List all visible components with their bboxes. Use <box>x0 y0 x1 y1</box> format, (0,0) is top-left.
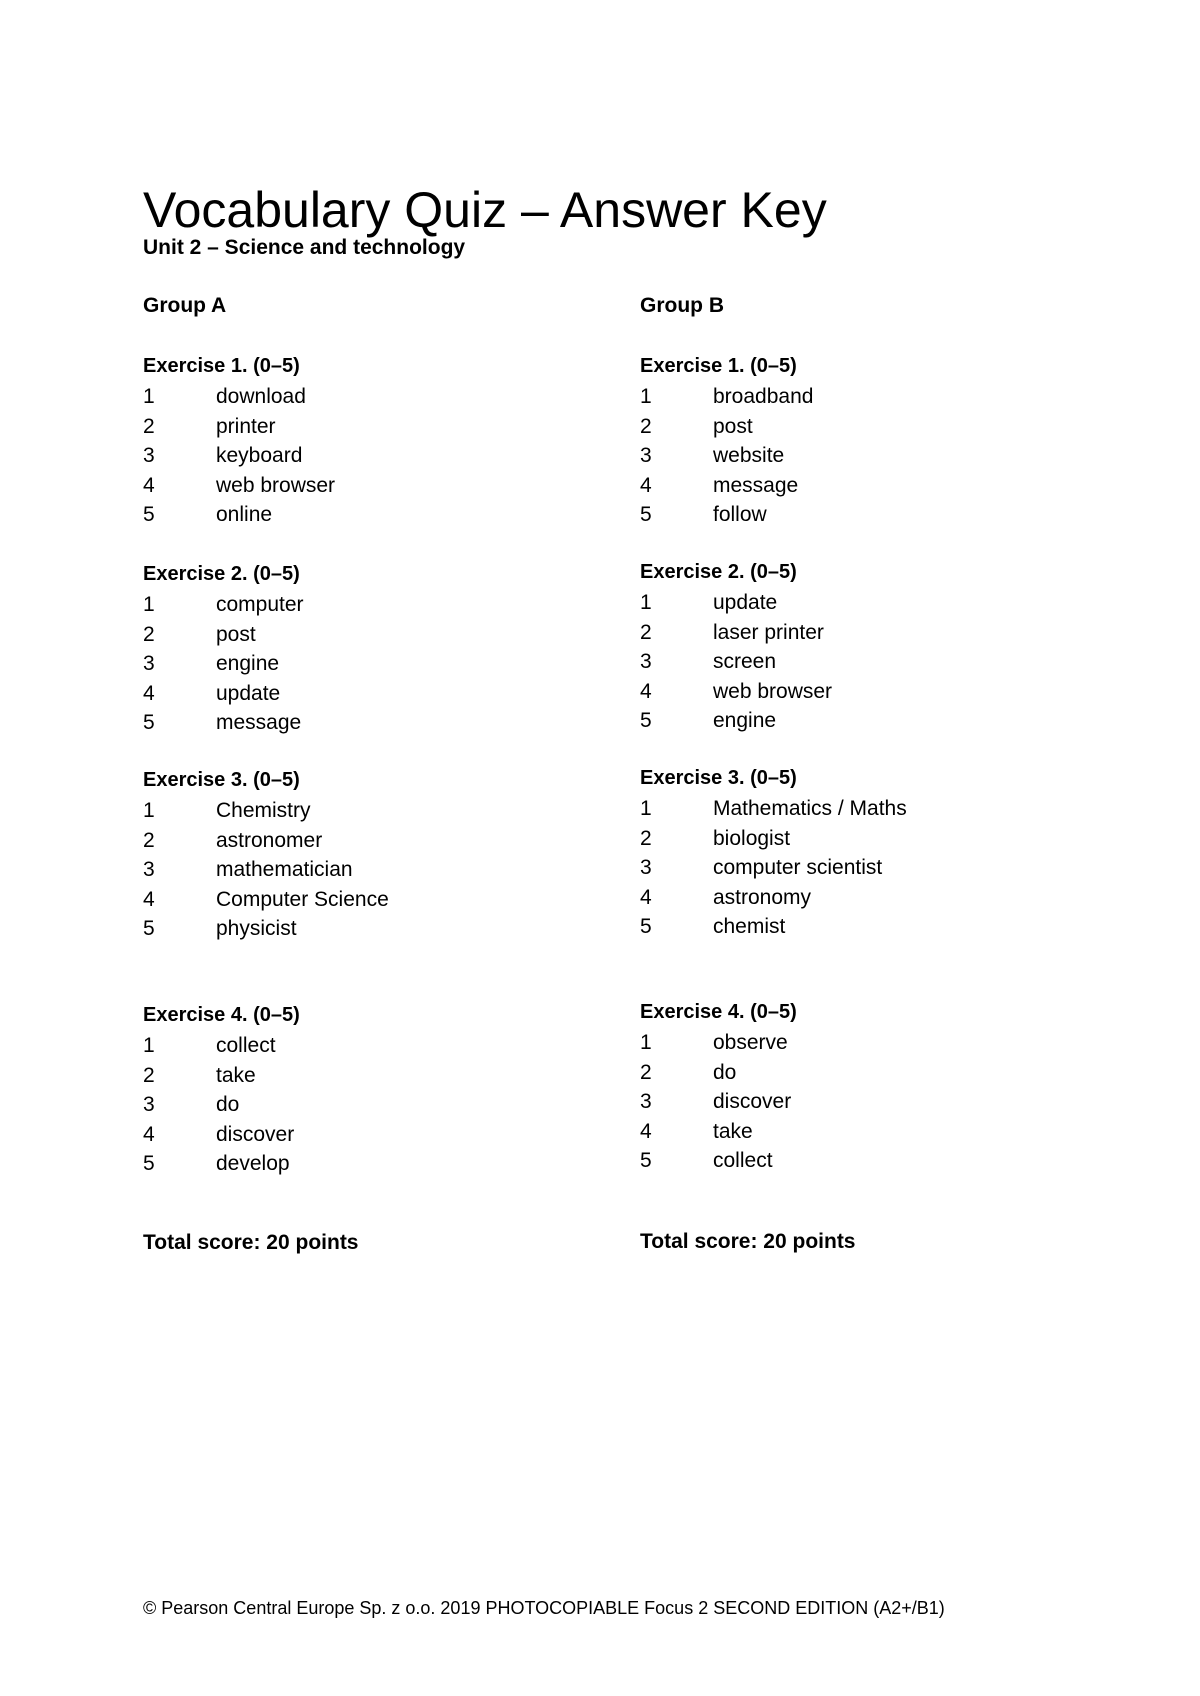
exercise-1 <box>143 353 603 530</box>
exercise-heading: Exercise 2. (0–5) <box>640 561 797 583</box>
answer-word: biologist <box>713 826 791 850</box>
answer-word: astronomer <box>216 828 323 852</box>
answer-item <box>143 382 603 412</box>
answer-item <box>143 1149 603 1179</box>
answer-number: 5 <box>640 915 652 939</box>
exercise-2 <box>143 561 603 738</box>
answer-number: 4 <box>143 887 155 911</box>
answer-item <box>143 649 603 679</box>
answer-item <box>640 1117 1100 1147</box>
answer-word: message <box>216 711 302 735</box>
exercise-3 <box>143 767 603 944</box>
answer-word: engine <box>713 709 777 733</box>
answer-item <box>143 796 603 826</box>
answer-number: 3 <box>640 444 652 468</box>
answer-word: collect <box>216 1034 276 1057</box>
answer-item <box>640 853 1100 883</box>
answer-number: 2 <box>640 826 652 850</box>
exercise-1 <box>640 353 1100 530</box>
answer-number: 2 <box>640 414 652 438</box>
answer-number: 3 <box>143 652 155 676</box>
answer-item <box>143 885 603 915</box>
answer-word: update <box>713 591 778 614</box>
answer-number: 5 <box>640 1149 652 1173</box>
answer-item <box>143 1120 603 1150</box>
answer-number: 3 <box>143 858 155 882</box>
answer-number: 3 <box>640 650 652 674</box>
answer-number: 2 <box>640 620 652 644</box>
answer-item <box>143 708 603 738</box>
answer-word: post <box>713 414 753 438</box>
answer-word: online <box>216 503 273 527</box>
answer-word: discover <box>216 1122 295 1146</box>
answer-word: mathematician <box>216 858 353 882</box>
answer-word: broadband <box>713 385 814 408</box>
answer-word: Mathematics / Maths <box>713 797 907 820</box>
answer-word: do <box>713 1060 737 1084</box>
answer-list <box>640 794 1100 942</box>
answer-number: 3 <box>640 856 652 880</box>
answer-item <box>640 471 1100 501</box>
answer-word: printer <box>216 414 276 438</box>
answer-word: download <box>216 385 306 408</box>
answer-number: 3 <box>143 444 155 468</box>
exercise-4 <box>640 999 1100 1176</box>
answer-number: 2 <box>143 828 155 852</box>
answer-word: update <box>216 681 281 705</box>
answer-list <box>143 1031 603 1179</box>
answer-item <box>640 1028 1100 1058</box>
answer-list <box>640 1028 1100 1176</box>
answer-number: 5 <box>143 503 155 527</box>
answer-word: screen <box>713 650 777 674</box>
answer-item <box>143 679 603 709</box>
answer-item <box>143 826 603 856</box>
answer-list <box>640 588 1100 736</box>
answer-number: 2 <box>143 414 155 438</box>
answer-number: 5 <box>143 917 155 941</box>
answer-item <box>640 794 1100 824</box>
answer-item <box>640 1146 1100 1176</box>
answer-word: computer <box>216 593 304 616</box>
answer-number: 3 <box>143 1093 155 1117</box>
exercise-heading: Exercise 4. (0–5) <box>143 1004 300 1026</box>
answer-item <box>640 588 1100 618</box>
answer-word: Chemistry <box>216 799 311 822</box>
answer-word: laser printer <box>713 620 824 644</box>
answer-item <box>143 1090 603 1120</box>
answer-list <box>143 796 603 944</box>
answer-item <box>640 1058 1100 1088</box>
answer-word: discover <box>713 1090 792 1114</box>
answer-item <box>640 500 1100 530</box>
answer-number: 4 <box>143 473 155 497</box>
total-score: Total score: 20 points <box>640 1230 856 1253</box>
answer-number: 1 <box>143 1034 155 1057</box>
answer-number: 2 <box>640 1060 652 1084</box>
answer-number: 4 <box>640 473 652 497</box>
copyright-footer: © Pearson Central Europe Sp. z o.o. 2019 PHOTOCOPIABLE Focus 2 SECOND EDITION (A2+/B1) <box>143 1598 945 1618</box>
answer-word: take <box>216 1063 256 1087</box>
answer-word: chemist <box>713 915 786 939</box>
answer-item <box>640 677 1100 707</box>
group-title: Group B <box>640 294 724 317</box>
answer-number: 1 <box>640 1031 652 1054</box>
answer-word: engine <box>216 652 280 676</box>
answer-item <box>143 1031 603 1061</box>
exercise-heading: Exercise 4. (0–5) <box>640 1001 797 1023</box>
group-title: Group A <box>143 294 227 317</box>
answer-word: message <box>713 473 799 497</box>
answer-item <box>143 855 603 885</box>
answer-word: web browser <box>216 473 336 497</box>
answer-item <box>143 441 603 471</box>
answer-number: 4 <box>143 1122 155 1146</box>
answer-item <box>143 620 603 650</box>
exercise-heading: Exercise 3. (0–5) <box>640 767 797 789</box>
answer-word: develop <box>216 1152 290 1176</box>
answer-item <box>143 471 603 501</box>
answer-number: 1 <box>640 797 652 820</box>
answer-number: 3 <box>640 1090 652 1114</box>
answer-number: 4 <box>143 681 155 705</box>
answer-number: 5 <box>640 503 652 527</box>
exercise-heading: Exercise 1. (0–5) <box>143 355 300 377</box>
answer-word: do <box>216 1093 240 1117</box>
answer-word: astronomy <box>713 885 812 909</box>
exercise-heading: Exercise 1. (0–5) <box>640 355 797 377</box>
answer-number: 5 <box>143 711 155 735</box>
answer-item <box>640 912 1100 942</box>
group-b <box>640 293 1100 1253</box>
answer-word: keyboard <box>216 444 303 468</box>
answer-word: Computer Science <box>216 887 389 911</box>
answer-number: 1 <box>640 385 652 408</box>
answer-item <box>640 441 1100 471</box>
answer-word: take <box>713 1119 753 1143</box>
exercise-heading: Exercise 2. (0–5) <box>143 563 300 585</box>
answer-item <box>640 647 1100 677</box>
answer-number: 4 <box>640 1119 652 1143</box>
exercise-heading: Exercise 3. (0–5) <box>143 769 300 791</box>
answer-number: 5 <box>143 1152 155 1176</box>
unit-subtitle: Unit 2 – Science and technology <box>143 236 466 259</box>
answer-item <box>143 1061 603 1091</box>
exercise-3 <box>640 765 1100 942</box>
answer-item <box>640 618 1100 648</box>
answer-number: 1 <box>640 591 652 614</box>
answer-number: 4 <box>640 679 652 703</box>
answer-item <box>640 1087 1100 1117</box>
answer-item <box>143 500 603 530</box>
answer-item <box>640 706 1100 736</box>
answer-item <box>143 590 603 620</box>
answer-number: 2 <box>143 622 155 646</box>
group-a <box>143 293 603 1254</box>
answer-word: website <box>713 444 785 468</box>
answer-list <box>143 382 603 530</box>
answer-word: physicist <box>216 917 297 941</box>
answer-item <box>640 382 1100 412</box>
total-score: Total score: 20 points <box>143 1231 359 1254</box>
answer-word: post <box>216 622 256 646</box>
exercise-4 <box>143 1002 603 1179</box>
page-title: Vocabulary Quiz – Answer Key <box>143 181 827 238</box>
answer-number: 5 <box>640 709 652 733</box>
answer-word: observe <box>713 1031 788 1054</box>
answer-item <box>640 412 1100 442</box>
exercise-2 <box>640 559 1100 736</box>
answer-list <box>143 590 603 738</box>
answer-item <box>143 914 603 944</box>
answer-number: 2 <box>143 1063 155 1087</box>
answer-word: collect <box>713 1149 773 1173</box>
answer-word: computer scientist <box>713 856 883 880</box>
answer-list <box>640 382 1100 530</box>
answer-item <box>640 824 1100 854</box>
answer-number: 1 <box>143 799 155 822</box>
answer-item <box>143 412 603 442</box>
answer-number: 1 <box>143 385 155 408</box>
answer-word: web browser <box>713 679 833 703</box>
answer-number: 1 <box>143 593 155 616</box>
answer-number: 4 <box>640 885 652 909</box>
answer-word: follow <box>713 503 767 527</box>
answer-item <box>640 883 1100 913</box>
